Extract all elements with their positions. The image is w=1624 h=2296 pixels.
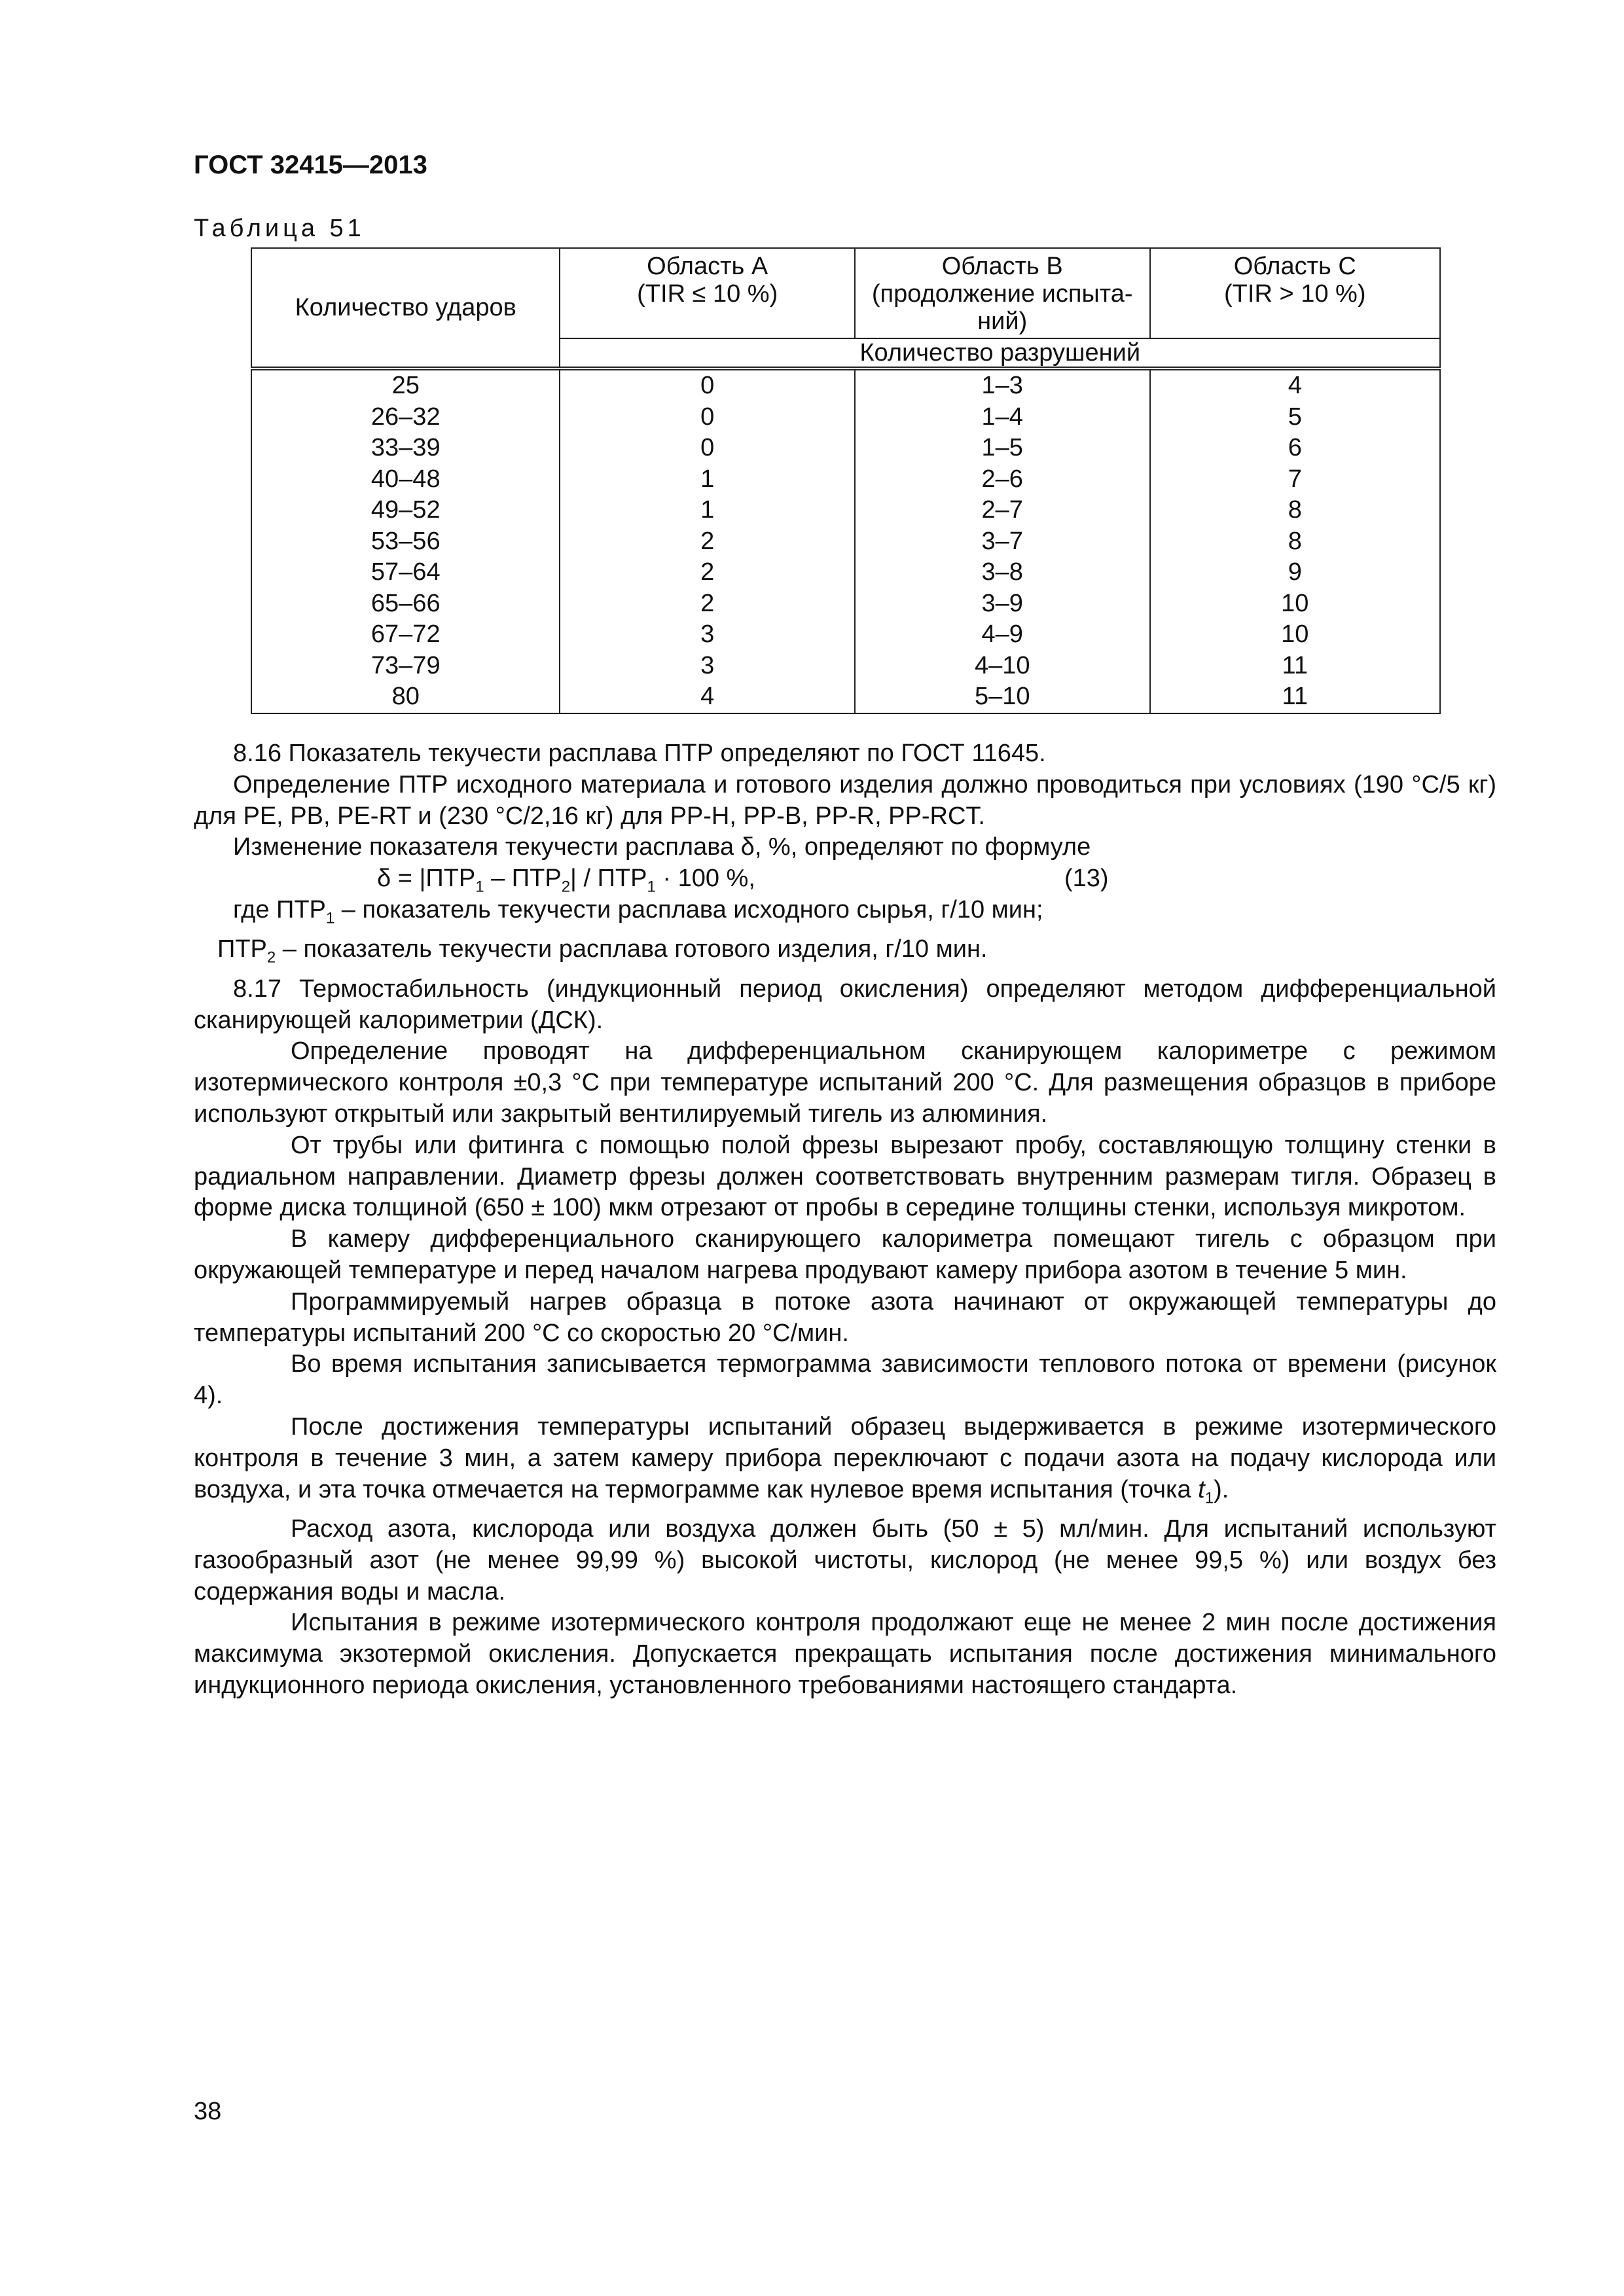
formula-number: (13) — [1064, 865, 1109, 893]
cell-area-c: 10 — [1150, 619, 1440, 651]
cell-impacts: 49–52 — [251, 495, 560, 526]
table-header-row — [251, 248, 1440, 338]
cell-impacts: 80 — [251, 681, 560, 713]
cell-area-b: 1–4 — [855, 402, 1150, 433]
header-area-c: Область С (TIR > 10 %) — [1150, 248, 1440, 338]
table-row — [251, 588, 1440, 620]
table-row — [251, 433, 1440, 464]
paragraph-8-16-conditions: Определение ПТР исходного материала и готового изделия должно проводиться при условиях (190 °С/5 кг) для РЕ, РВ, РЕ-RT и (230 °С/2,16 кг) для PP-H, PP-B, PP-R, PP-RCT. — [194, 770, 1496, 830]
cell-area-a: 1 — [560, 495, 854, 526]
paragraph-8-17-b: От трубы или фитинга с помощью полой фрезы вырезают пробу, составляющую толщину стенки в радиальном направлении. Диаметр фрезы должен соответствовать внутренним размерам тигля. Образец в форме диска толщиной (650 ± 100) мкм отрезают от пробы в середине толщины стенки, используя микротом. — [194, 1131, 1496, 1222]
paragraph-8-17-h: Испытания в режиме изотермического контроля продолжают еще не менее 2 мин после достижения максимума экзотермой окисления. Допускается прекращать испытания после достижения минимального индукционного периода окисления, установленного требованиями настоящего стандарта. — [194, 1609, 1496, 1699]
cell-impacts: 65–66 — [251, 588, 560, 620]
cell-area-c: 7 — [1150, 464, 1440, 495]
table-row — [251, 651, 1440, 682]
table-row — [251, 619, 1440, 651]
cell-impacts: 26–32 — [251, 402, 560, 433]
cell-area-b: 2–6 — [855, 464, 1150, 495]
header-failures: Количество разрушений — [560, 338, 1440, 368]
cell-area-a: 0 — [560, 368, 854, 402]
paragraph-8-16: 8.16 Показатель текучести расплава ПТР определяют по ГОСТ 11645. — [233, 740, 1046, 767]
cell-area-a: 0 — [560, 402, 854, 433]
paragraph-8-17-d: Программируемый нагрев образца в потоке азота начинают от окружающей температуры до температуры испытаний 200 °С со скоростью 20 °С/мин. — [194, 1287, 1496, 1347]
cell-area-b: 4–9 — [855, 619, 1150, 651]
header-area-a: Область А (TIR ≤ 10 %) — [560, 248, 854, 338]
formula-expression: $\delta = |ПТР_1 - ПТР_2| / ПТР_1 \cdot 100$ %, — [377, 865, 755, 896]
table-row — [251, 495, 1440, 526]
cell-area-c: 11 — [1150, 681, 1440, 713]
table-row — [251, 402, 1440, 433]
cell-area-b: 1–5 — [855, 433, 1150, 464]
cell-area-a: 3 — [560, 651, 854, 682]
cell-area-c: 9 — [1150, 557, 1440, 588]
cell-impacts: 53–56 — [251, 526, 560, 558]
cell-area-c: 11 — [1150, 651, 1440, 682]
cell-area-c: 6 — [1150, 433, 1440, 464]
cell-area-a: 0 — [560, 433, 854, 464]
cell-area-c: 8 — [1150, 495, 1440, 526]
cell-impacts: 57–64 — [251, 557, 560, 588]
paragraph-8-17: 8.17 Термостабильность (индукционный период окисления) определяют методом дифференциальной сканирующей калориметрии (ДСК). — [194, 975, 1496, 1034]
cell-area-b: 4–10 — [855, 651, 1150, 682]
cell-area-b: 5–10 — [855, 681, 1150, 713]
cell-area-c: 5 — [1150, 402, 1440, 433]
cell-impacts: 73–79 — [251, 651, 560, 682]
table-caption: Таблица 51 — [194, 215, 365, 242]
cell-area-c: 10 — [1150, 588, 1440, 620]
cell-area-b: 3–8 — [855, 557, 1150, 588]
paragraph-8-17-a: Определение проводят на дифференциальном сканирующем калориметре с режимом изотермического контроля ±0,3 °С при температуре испытаний 200 °С. Для размещения образцов в приборе используют открытый или закрытый вентилируемый тигель из алюминия. — [194, 1037, 1496, 1128]
cell-area-c: 8 — [1150, 526, 1440, 558]
cell-area-b: 1–3 — [855, 368, 1150, 402]
table-row — [251, 368, 1440, 402]
cell-area-b: 2–7 — [855, 495, 1150, 526]
paragraph-8-17-f: После достижения температуры испытаний образец выдерживается в режиме изотермического контроля в течение 3 мин, а затем камеру прибора переключают с подачи азота на подачу кислорода или воздуха, и эта точка отмечается на термограмме как нулевое время испытания (точка $t_1$). — [194, 1412, 1496, 1507]
paragraph-8-17-c: В камеру дифференциального сканирующего калориметра помещают тигель с образцом при окружающей температуре и перед началом нагрева продувают камеру прибора азотом в течение 5 мин. — [194, 1225, 1496, 1284]
page-number: 38 — [194, 2098, 222, 2125]
cell-area-a: 2 — [560, 526, 854, 558]
formula-13 — [194, 863, 1496, 895]
cell-area-a: 3 — [560, 619, 854, 651]
table-row — [251, 681, 1440, 713]
cell-area-a: 2 — [560, 557, 854, 588]
formula-where-2: $ПТР_2$ – показатель текучести расплава готового изделия, г/10 мин. — [217, 935, 988, 967]
table-row — [251, 557, 1440, 588]
cell-area-b: 3–7 — [855, 526, 1150, 558]
paragraph-8-17-e: Во время испытания записывается термограмма зависимости теплового потока от времени (рисунок 4). — [194, 1350, 1496, 1410]
cell-impacts: 33–39 — [251, 433, 560, 464]
table-row — [251, 526, 1440, 558]
header-impacts: Количество ударов — [251, 248, 560, 368]
document-header: ГОСТ 32415—2013 — [194, 151, 427, 179]
paragraph-8-17-g: Расход азота, кислорода или воздуха должен быть (50 ± 5) мл/мин. Для испытаний используют газообразный азот (не менее 99,99 %) высокой чистоты, кислород (не менее 99,5 %) или воздух без содержания воды и масла. — [194, 1515, 1496, 1605]
table-51 — [251, 247, 1441, 714]
cell-area-b: 3–9 — [855, 588, 1150, 620]
document-body — [194, 738, 1496, 1702]
cell-area-a: 1 — [560, 464, 854, 495]
cell-area-c: 4 — [1150, 368, 1440, 402]
cell-area-a: 2 — [560, 588, 854, 620]
cell-impacts: 67–72 — [251, 619, 560, 651]
table-row — [251, 464, 1440, 495]
paragraph-8-16-change: Изменение показателя текучести расплава δ, %, определяют по формуле — [233, 833, 1091, 861]
cell-impacts: 40–48 — [251, 464, 560, 495]
cell-impacts: 25 — [251, 368, 560, 402]
formula-where-1: где $ПТР_1$ – показатель текучести расплава исходного сырья, г/10 мин; — [233, 895, 1043, 927]
cell-area-a: 4 — [560, 681, 854, 713]
header-area-b: Область В (продолжение испыта- ний) — [855, 248, 1150, 338]
